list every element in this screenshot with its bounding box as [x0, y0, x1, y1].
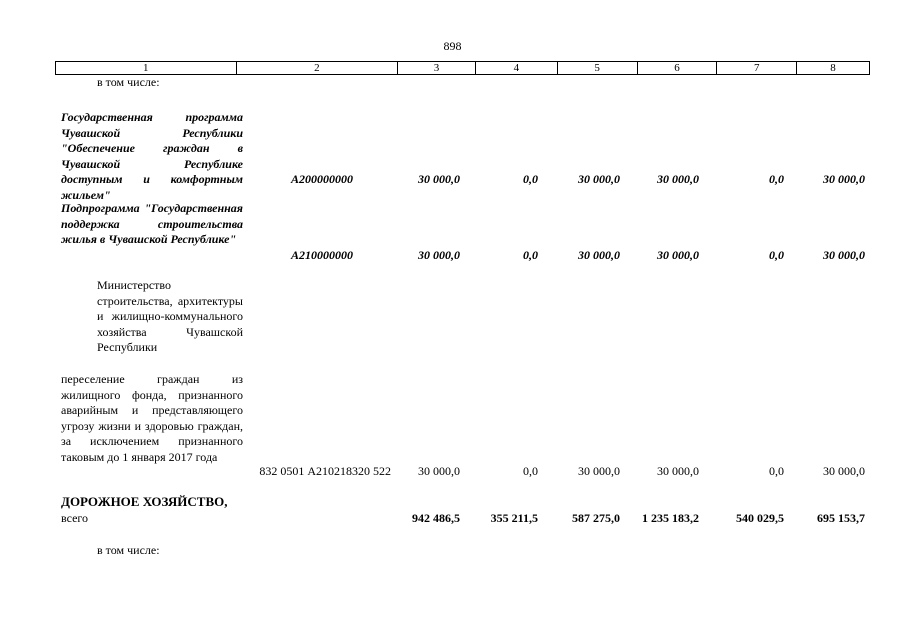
row4-val-5: 587 275,0	[572, 511, 620, 525]
row4-val-3: 942 486,5	[412, 511, 460, 525]
page-number: 898	[443, 39, 462, 53]
row-label-state-program: Государственная программа Чувашской Республики "Обеспечение граждан в Чувашской Республике доступным и комфортным жильем"	[61, 110, 243, 202]
table-header-row	[55, 61, 870, 75]
row0-val-4: 0,0	[523, 172, 538, 186]
row-code-state-program: А200000000	[290, 172, 353, 186]
row1-val-3: 30 000,0	[418, 248, 460, 262]
footer-label: в том числе:	[97, 543, 160, 557]
header-col-8: 8	[830, 62, 836, 74]
header-col-5: 5	[558, 62, 638, 74]
row-label-ministry: Министерство строительства, архитектуры и жилищно-коммунального хозяйства Чувашской Республики	[97, 278, 243, 354]
row0-val-3: 30 000,0	[418, 172, 460, 186]
row3-val-4: 0,0	[523, 464, 538, 478]
row4-val-8: 695 153,7	[817, 511, 865, 525]
row1-val-4: 0,0	[523, 248, 538, 262]
header-col-7: 7	[717, 62, 797, 74]
row3-val-7: 0,0	[769, 464, 784, 478]
row-label-road-economy-total: всего	[61, 511, 89, 525]
row1-val-6: 30 000,0	[657, 248, 699, 262]
row-code-resettlement: 832 0501 А210218320 522	[259, 464, 391, 478]
header-col-6: 6	[638, 62, 718, 74]
row4-val-7: 540 029,5	[736, 511, 784, 525]
row4-val-6: 1 235 183,2	[642, 511, 699, 525]
header-col-2: 2	[237, 62, 399, 74]
row0-val-8: 30 000,0	[823, 172, 865, 186]
row3-val-8: 30 000,0	[823, 464, 865, 478]
row1-val-5: 30 000,0	[578, 248, 620, 262]
header-col-1: 1	[56, 62, 237, 74]
row-label-subprogram: Подпрограмма "Государственная поддержка строительства жилья в Чувашской Республике"	[61, 201, 243, 246]
row-code-subprogram: А210000000	[290, 248, 353, 262]
row3-val-3: 30 000,0	[418, 464, 460, 478]
intro-label: в том числе:	[97, 75, 160, 89]
row3-val-6: 30 000,0	[657, 464, 699, 478]
header-col-3: 3	[398, 62, 476, 74]
header-col-4: 4	[476, 62, 558, 74]
row0-val-6: 30 000,0	[657, 172, 699, 186]
row-label-resettlement: переселение граждан из жилищного фонда, признанного аварийным и представляющего угрозу жизни и здоровью граждан, за исключением признанного таковым до 1 января 2017 года	[61, 372, 243, 464]
row3-val-5: 30 000,0	[578, 464, 620, 478]
row0-val-7: 0,0	[769, 172, 784, 186]
row4-val-4: 355 211,5	[490, 511, 538, 525]
row0-val-5: 30 000,0	[578, 172, 620, 186]
row-label-road-economy: ДОРОЖНОЕ ХОЗЯЙСТВО,	[61, 494, 228, 509]
row1-val-8: 30 000,0	[823, 248, 865, 262]
row1-val-7: 0,0	[769, 248, 784, 262]
